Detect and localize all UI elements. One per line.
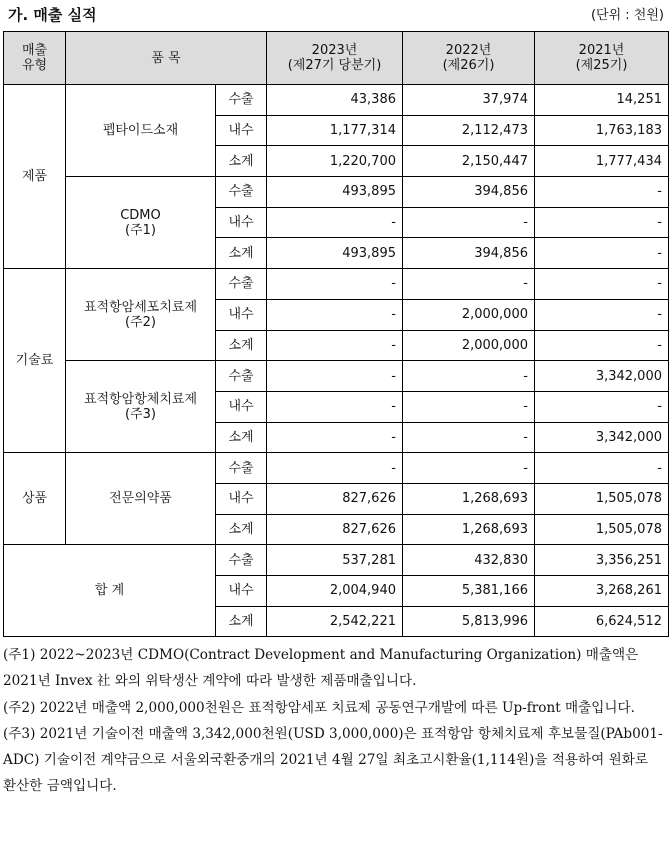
table-header-row xyxy=(4,32,669,85)
group-product: 제품 xyxy=(4,85,66,269)
value-2023: 537,281 xyxy=(267,545,403,576)
section-title: 가. 매출 실적 xyxy=(8,6,97,24)
value-2021: 1,505,078 xyxy=(535,483,669,514)
footnote-3: (주3) 2021년 기술이전 매출액 3,342,000천원(USD 3,000,000)은 표적항암 항체치료제 후보물질(PAb001-ADC) 기술이전 계약금으로 서울외국환중개의 2021년 4월 27일 최초고시환율(1,114원)을 적용하여 원화로 환산한 금액입니다. xyxy=(3,725,663,795)
value-2021: - xyxy=(535,330,669,361)
item-cdmo: CDMO (주1) xyxy=(66,177,216,269)
value-2023: - xyxy=(267,391,403,422)
value-2023: - xyxy=(267,361,403,392)
value-2023: 827,626 xyxy=(267,483,403,514)
item-tumor-antibody: 표적항암항체치료제 (주3) xyxy=(66,361,216,453)
value-2021: 3,356,251 xyxy=(535,545,669,576)
sales-table xyxy=(3,31,669,637)
value-2022: 2,150,447 xyxy=(403,146,535,177)
header-2021: 2021년 (제25기) xyxy=(535,32,669,85)
value-2022: - xyxy=(403,269,535,300)
value-2022: - xyxy=(403,422,535,453)
item-tumor-cell: 표적항암세포치료제 (주2) xyxy=(66,269,216,361)
value-2023: - xyxy=(267,453,403,484)
value-2021: - xyxy=(535,269,669,300)
sub-label: 소계 xyxy=(216,422,267,453)
group-tech: 기술료 xyxy=(4,269,66,453)
footnote-2: (주2) 2022년 매출액 2,000,000천원은 표적항암세포 치료제 공동연구개발에 따른 Up-front 매출입니다. xyxy=(3,699,636,716)
value-2023: - xyxy=(267,207,403,238)
value-2021: 14,251 xyxy=(535,85,669,116)
item-peptide: 펩타이드소재 xyxy=(66,85,216,177)
header-2023: 2023년 (제27기 당분기) xyxy=(267,32,403,85)
value-2021: 3,268,261 xyxy=(535,576,669,607)
value-2022: 5,381,166 xyxy=(403,576,535,607)
value-2023: - xyxy=(267,330,403,361)
value-2022: 2,112,473 xyxy=(403,115,535,146)
table-row xyxy=(4,453,669,484)
value-2023: 43,386 xyxy=(267,85,403,116)
value-2022: 432,830 xyxy=(403,545,535,576)
sub-label: 수출 xyxy=(216,453,267,484)
value-2022: - xyxy=(403,453,535,484)
value-2022: 37,974 xyxy=(403,85,535,116)
value-2021: 3,342,000 xyxy=(535,361,669,392)
value-2021: 6,624,512 xyxy=(535,606,669,637)
sub-label: 소계 xyxy=(216,146,267,177)
sub-label: 소계 xyxy=(216,330,267,361)
value-2021: 1,505,078 xyxy=(535,514,669,545)
value-2022: - xyxy=(403,391,535,422)
value-2022: 5,813,996 xyxy=(403,606,535,637)
unit-label: (단위 : 천원) xyxy=(590,8,664,23)
value-2023: - xyxy=(267,422,403,453)
header-2022: 2022년 (제26기) xyxy=(403,32,535,85)
sub-label: 내수 xyxy=(216,576,267,607)
value-2023: 493,895 xyxy=(267,177,403,208)
value-2021: 1,777,434 xyxy=(535,146,669,177)
value-2021: - xyxy=(535,453,669,484)
table-row xyxy=(4,545,669,576)
sub-label: 내수 xyxy=(216,299,267,330)
value-2021: 1,763,183 xyxy=(535,115,669,146)
sub-label: 소계 xyxy=(216,514,267,545)
value-2022: 394,856 xyxy=(403,238,535,269)
table-row xyxy=(4,177,669,208)
value-2023: 1,177,314 xyxy=(267,115,403,146)
value-2022: - xyxy=(403,207,535,238)
table-row xyxy=(4,269,669,300)
table-row xyxy=(4,361,669,392)
sub-label: 내수 xyxy=(216,207,267,238)
value-2023: - xyxy=(267,299,403,330)
sub-label: 소계 xyxy=(216,606,267,637)
value-2023: 2,542,221 xyxy=(267,606,403,637)
value-2022: 2,000,000 xyxy=(403,330,535,361)
footnotes xyxy=(3,642,663,800)
sub-label: 내수 xyxy=(216,391,267,422)
value-2021: - xyxy=(535,177,669,208)
group-goods: 상품 xyxy=(4,453,66,545)
total-label: 합 계 xyxy=(4,545,216,637)
sub-label: 수출 xyxy=(216,85,267,116)
value-2021: 3,342,000 xyxy=(535,422,669,453)
value-2023: 493,895 xyxy=(267,238,403,269)
sub-label: 수출 xyxy=(216,177,267,208)
sub-label: 내수 xyxy=(216,483,267,514)
value-2022: 394,856 xyxy=(403,177,535,208)
value-2021: - xyxy=(535,391,669,422)
header-item: 품 목 xyxy=(66,32,267,85)
sub-label: 수출 xyxy=(216,545,267,576)
value-2023: 827,626 xyxy=(267,514,403,545)
value-2023: 1,220,700 xyxy=(267,146,403,177)
header-sales-type: 매출 유형 xyxy=(4,32,66,85)
footnote-1: (주1) 2022~2023년 CDMO(Contract Development and Manufacturing Organization) 매출액은 2021년 Invex 社 와의 위탁생산 계약에 따라 발생한 제품매출입니다. xyxy=(3,647,639,690)
sub-label: 소계 xyxy=(216,238,267,269)
value-2023: 2,004,940 xyxy=(267,576,403,607)
table-row xyxy=(4,85,669,116)
value-2021: - xyxy=(535,238,669,269)
value-2022: 1,268,693 xyxy=(403,514,535,545)
value-2023: - xyxy=(267,269,403,300)
value-2021: - xyxy=(535,299,669,330)
value-2022: - xyxy=(403,361,535,392)
item-pharma: 전문의약품 xyxy=(66,453,216,545)
sub-label: 수출 xyxy=(216,269,267,300)
value-2022: 2,000,000 xyxy=(403,299,535,330)
value-2022: 1,268,693 xyxy=(403,483,535,514)
sub-label: 내수 xyxy=(216,115,267,146)
sub-label: 수출 xyxy=(216,361,267,392)
value-2021: - xyxy=(535,207,669,238)
